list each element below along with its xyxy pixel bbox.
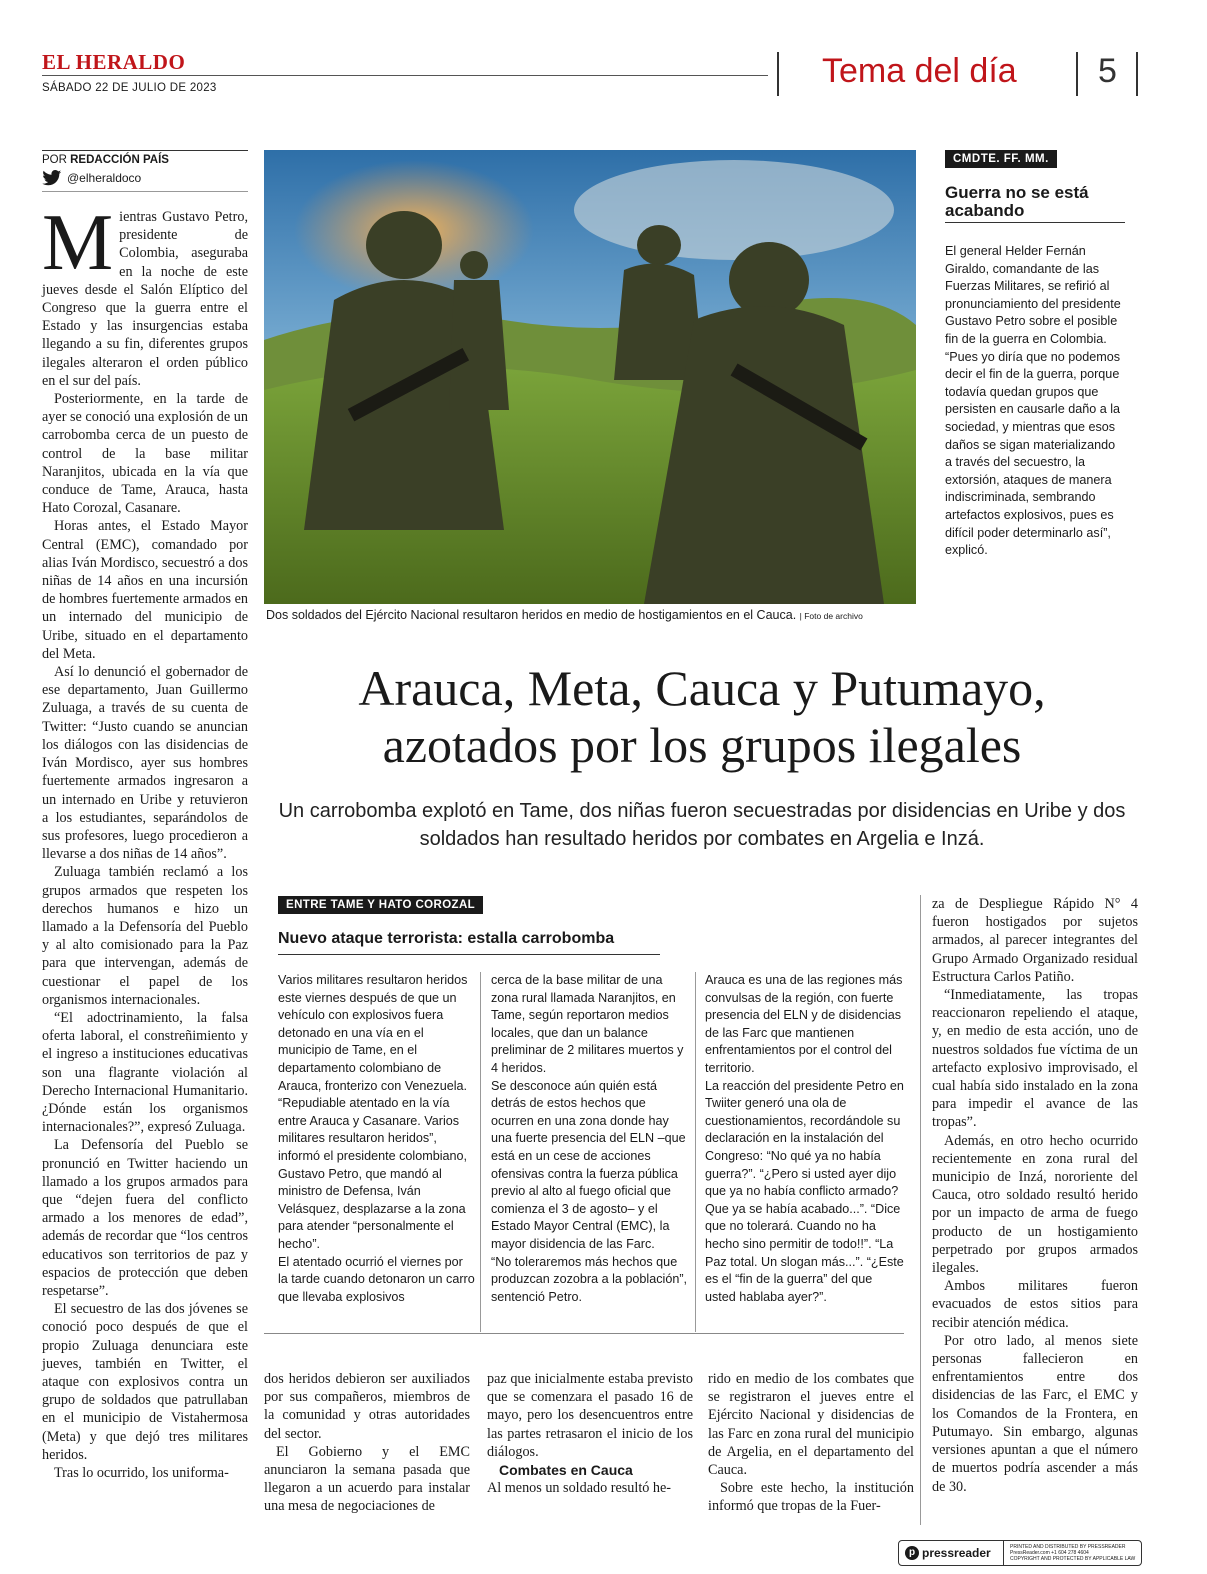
inner-article-column-3 <box>705 972 905 1306</box>
newspaper-logo: EL HERALDO <box>42 50 186 74</box>
article-paragraph: Posteriormente, en la tarde de ayer se conoció una explosión de un carrobomba cerca de un puesto de control de la base militar Naranjitos, ubicada en la vía que conduce de Tame, Arauca, hasta Hato Corozal, Casanare. <box>42 391 248 517</box>
inner-paragraph: La reacción del presidente Petro en Twiiter generó una ola de cuestionamientos, recordándole su declaración en la instalación del Congreso: “No qué ya no había guerra?”. “¿Pero si usted ayer dijo que ya no había conflicto armado? Que ya se había acabado...”. “Dice que no tolerará. Cuando no ha hecho sino permitir de todo!!”. “La Paz total. Un slogan más...”. “¿Este es el “fin de la guerra” del que usted hablaba ayer?”. <box>705 1078 904 1304</box>
inner-article-bottom-rule <box>264 1333 904 1334</box>
soldiers-photo-image <box>264 150 916 604</box>
inner-article-tag: ENTRE TAME Y HATO COROZAL <box>278 896 483 914</box>
pressreader-brand: pressreader <box>922 1546 991 1560</box>
page-number: 5 <box>1098 52 1117 90</box>
article-paragraph: “Inmediatamente, las tropas reaccionaron repeliendo el ataque, y, en medio de esta acción, uno de nuestros soldados fue víctima de un artefacto explosivo improvisado, el cual había sido instalado en la zona para impedir el avance de las tropas”. <box>932 987 1138 1131</box>
header-rule <box>42 75 768 76</box>
drop-cap: M <box>42 199 114 287</box>
article-subhead: Combates en Cauca <box>499 1462 633 1479</box>
column-divider <box>480 972 481 1332</box>
inner-paragraph: Varios militares resultaron heridos este viernes después de que un vehículo con explosivos fuera detonado en una vía en el municipio de Tame, en el departamento colombiano de Arauca, fronterizo con Venezuela. <box>278 973 468 1093</box>
inner-article-title: Nuevo ataque terrorista: estalla carrobomba <box>278 930 615 947</box>
twitter-handle: @elheraldoco <box>67 171 142 185</box>
headline-deck: Un carrobomba explotó en Tame, dos niñas fueron secuestradas por disidencias en Uribe y dos soldados han resultado heridos por combates en Argelia e Inzá. <box>278 800 1126 850</box>
article-column-4 <box>708 1370 914 1516</box>
article-paragraph: Así lo denunció el gobernador de ese departamento, Juan Guillermo Zuluaga, a través de su cuenta de Twitter: “Justo cuando se anuncian los diálogos con las disidencias de Iván Mordisco, ayer sus hombres fuertemente armados ingresaron a un internado en Uribe y retuvieron a los estudiantes, separándolos de sus profesores, luego procedieron a llevarse a dos niñas de 14 años”. <box>42 664 248 863</box>
article-column-1 <box>42 199 248 1482</box>
article-paragraph: rido en medio de los combates que se registraron el jueves entre el Ejército Nacional y disidencias de las Farc en zona rural del municipio de Argelia, en el departamento del Cauca. <box>708 1371 914 1479</box>
article-paragraph: paz que inicialmente estaba previsto que se comenzara el pasado 16 de mayo, pero los desencuentros entre las partes retrasaron el inicio de los diálogos. <box>487 1371 693 1460</box>
photo-credit: | Foto de archivo <box>799 611 863 621</box>
article-column-2 <box>264 1370 470 1516</box>
inner-article-column-1 <box>278 972 476 1306</box>
inner-paragraph: cerca de la base militar de una zona rural llamada Naranjitos, en Tame, según reportaron medios locales, que dan un balance preliminar de 2 militares muertos y 4 heridos. <box>491 973 684 1075</box>
sidebar-body: El general Helder Fernán Giraldo, comandante de las Fuerzas Militares, se refirió al pronunciamiento del presidente Gustavo Petro sobre el posible fin de la guerra en Colombia. “Pues yo diría que no podemos decir el fin de la guerra, porque todavía quedan grupos que persisten en causarle daño a la sociedad, y mientras que esos daños se sigan materializando a través del secuestro, la extorsión, ataques de manera indiscriminada, sembrando artefactos explosivos, pues es difícil poder determinarlo así”, explicó. <box>945 244 1121 558</box>
photo-caption <box>266 608 863 622</box>
article-lead-paragraph: Mientras Gustavo Petro, presidente de Colombia, aseguraba en la noche de este jueves desde el Salón Elíptico del Congreso que la guerra entre el Estado y las insurgencias estaba llegando a su fin, diferentes grupos ilegales alteraron el orden público en el sur del país. <box>42 199 248 389</box>
headline-line-2: azotados por los grupos ilegales <box>382 717 1022 773</box>
twitter-icon <box>42 170 62 186</box>
column-divider <box>695 972 696 1332</box>
inner-paragraph: Arauca es una de las regiones más convulsas de la región, con fuerte presencia del ELN y de disidencias de las Farc que mantienen enfrentamientos por el control del territorio. <box>705 973 903 1075</box>
article-paragraph: Por otro lado, al menos siete personas fallecieron en enfrentamientos entre dos disidencias de las Farc, el EMC y los Comandos de la Frontera, en Putumayo. Sin embargo, algunas versiones apuntan a que el número de muertos podría ascender a más de 30. <box>932 1332 1138 1495</box>
pressreader-logo <box>899 1541 1004 1565</box>
article-paragraph: “El adoctrinamiento, la falsa oferta laboral, el constreñimiento y el ingreso a instituciones educativas son una flagrante violación al Derecho Internacional Humanitario. ¿Dónde están los organismos internacionales?”, expresó Zuluaga. <box>42 1009 248 1136</box>
sidebar-title: Guerra no se está acabando <box>945 183 1089 220</box>
article-paragraph: za de Despliegue Rápido N° 4 fueron hostigados por sujetos armados, al parecer integrantes del Grupo Armado Organizado residual Estructura Carlos Patiño. <box>932 896 1138 985</box>
pressreader-notice: PRINTED AND DISTRIBUTED BY PRESSREADER PressReader.com +1 604 278 4604 COPYRIGHT AND PROTECTED BY APPLICABLE LAW <box>1010 1544 1136 1562</box>
sidebar-rule <box>945 222 1125 223</box>
article-paragraph: La Defensoría del Pueblo se pronunció en Twitter haciendo un llamado a los grupos armados para que “dejen fuera del conflicto armado a los menores de edad”, además de recordar que “los centros educativos son territorios de paz y espacios de protección que deben respetarse”. <box>42 1137 248 1299</box>
caption-text: Dos soldados del Ejército Nacional resultaron heridos en medio de hostigamientos en el Cauca. <box>266 608 797 622</box>
article-paragraph: Ambos militares fueron evacuados de estos sitios para recibir atención médica. <box>932 1278 1138 1331</box>
column-divider <box>920 895 921 1525</box>
article-paragraph: Al menos un soldado resultó he- <box>487 1480 672 1497</box>
article-paragraph: Zuluaga también reclamó a los grupos armados que respeten los derechos humanos e hizo un llamado a la Defensoría del Pueblo y al alto comisionado para la Paz para que intervengan, además de cuestionar el papel de los organismos internacionales. <box>42 864 248 1008</box>
article-paragraph: El Gobierno y el EMC anunciaron la semana pasada que llegaron a un acuerdo para instalar una mesa de negociaciones de <box>264 1443 470 1515</box>
inner-paragraph: “No toleraremos más hechos que produzcan zozobra a la población”, sentenció Petro. <box>491 1254 688 1304</box>
issue-date: SÁBADO 22 DE JULIO DE 2023 <box>42 82 217 94</box>
header-divider <box>1076 52 1078 96</box>
inner-article-rule <box>278 954 660 955</box>
sidebar-tag: CMDTE. FF. MM. <box>945 150 1057 168</box>
inner-paragraph: Se desconoce aún quién está detrás de estos hechos que ocurren en una zona donde hay una fuerte presencia del ELN –que está en un cese de acciones ofensivas contra la fuerza pública previo al alto al fuego oficial que comienza el 3 de agosto– y el Estado Mayor Central (EMC), la mayor disidencia de las Farc. <box>491 1078 686 1251</box>
byline-prefix: POR <box>42 154 67 166</box>
article-paragraph: Además, en otro hecho ocurrido recientemente en zona rural del municipio de Inzá, nororiente del Cauca, otro soldado resultó herido por un impacto de arma de fuego producto de un hostigamiento perpetrado por grupos armados ilegales. <box>932 1132 1138 1277</box>
header-divider <box>1136 52 1138 96</box>
article-photo <box>264 150 916 604</box>
article-column-3 <box>487 1370 693 1497</box>
inner-paragraph: El atentado ocurrió el viernes por la tarde cuando detonaron un carro que llevaba explosivos <box>278 1254 475 1304</box>
article-paragraph: El secuestro de las dos jóvenes se conoció poco después de que el propio Zuluaga denunciara este jueves, también en Twitter, el ataque con explosivos contra un grupo de soldados que patrullaban en el municipio de Vistahermosa (Meta) y que dejó tres militares heridos. <box>42 1301 248 1463</box>
header-divider <box>777 52 779 96</box>
byline-author: REDACCIÓN PAÍS <box>70 154 169 166</box>
byline-rule <box>42 150 248 151</box>
article-paragraph: dos heridos debieron ser auxiliados por sus compañeros, miembros de la comunidad y otras autoridades del sector. <box>264 1371 470 1442</box>
section-title: Tema del día <box>822 52 1017 90</box>
headline-line-1: Arauca, Meta, Cauca y Putumayo, <box>358 660 1046 716</box>
inner-article-column-2 <box>491 972 691 1306</box>
article-column-5 <box>932 895 1138 1496</box>
pressreader-badge <box>898 1540 1142 1566</box>
byline-twitter <box>42 170 141 186</box>
inner-paragraph: “Repudiable atentado en la vía entre Arauca y Casanare. Varios militares resultaron heridos”, informó el presidente colombiano, Gustavo Petro, que mandó al ministro de Defensa, Iván Velásquez, desplazarse a la zona para atender “personalmente el hecho”. <box>278 1096 468 1251</box>
article-paragraph: Sobre este hecho, la institución informó que tropas de la Fuer- <box>708 1480 914 1515</box>
main-headline <box>264 660 1140 774</box>
article-paragraph: Horas antes, el Estado Mayor Central (EMC), comandado por alias Iván Mordisco, secuestró a dos niñas de 14 años en una incursión de hombres fuertemente armados en un internado del municipio de Uribe, situado en el departamento del Meta. <box>42 518 248 662</box>
pressreader-icon: p <box>905 1546 919 1560</box>
article-paragraph: Tras lo ocurrido, los uniforma- <box>54 1465 229 1482</box>
byline <box>42 154 169 166</box>
byline-rule <box>42 191 248 192</box>
